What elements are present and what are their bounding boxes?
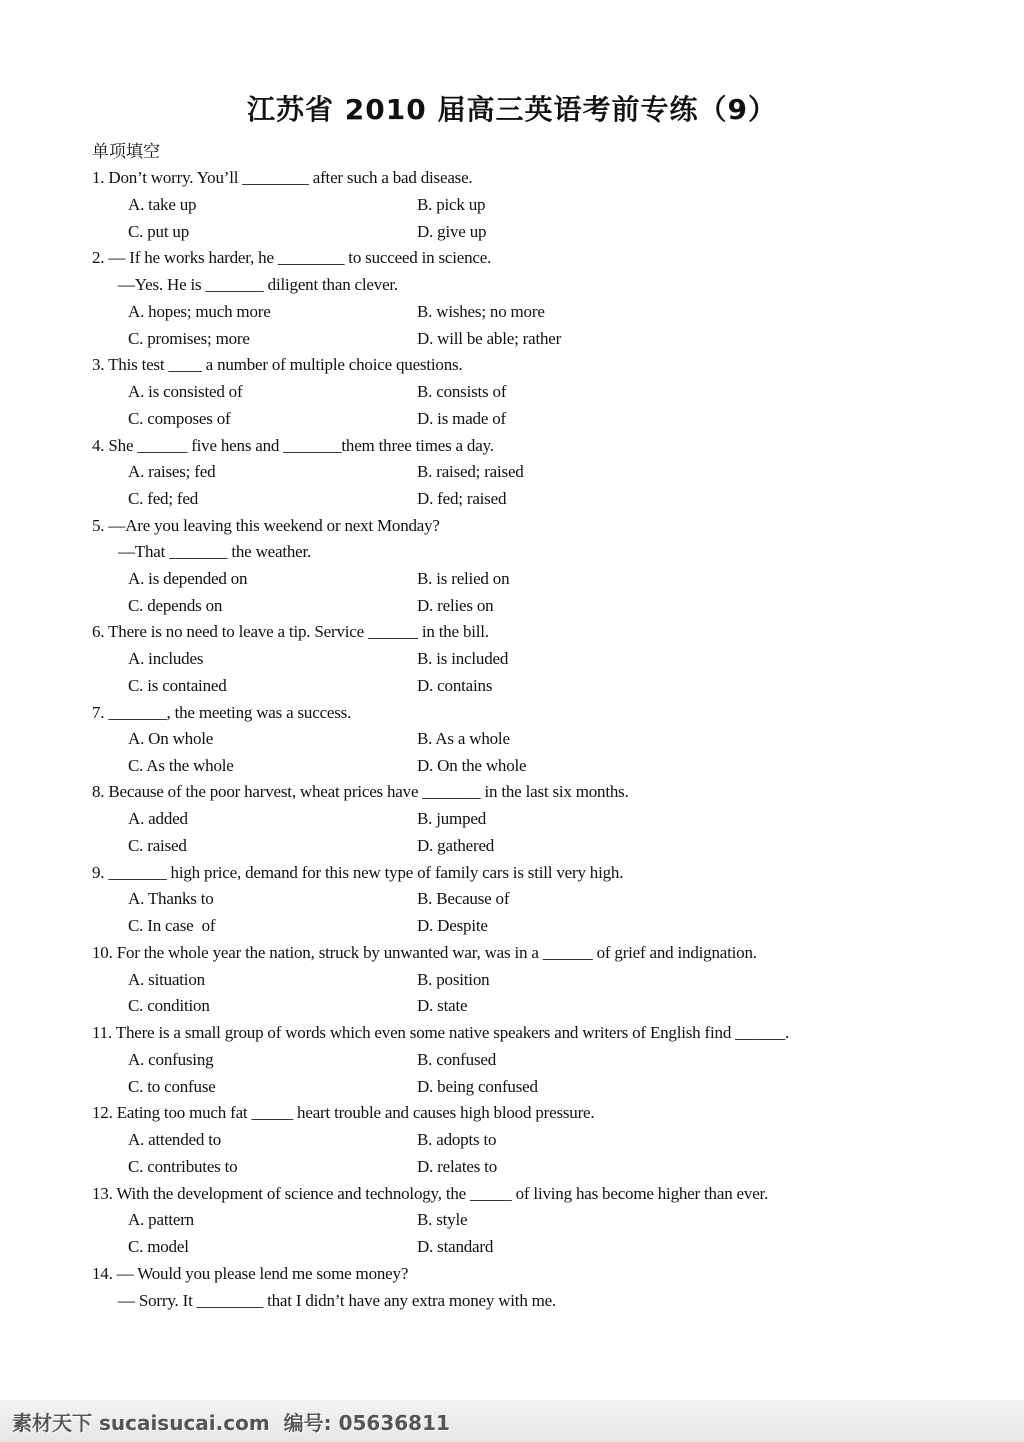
question-8-option-a: A. added	[128, 809, 188, 828]
question-3-option-d: D. is made of	[417, 409, 506, 428]
question-13-option-d: D. standard	[417, 1237, 494, 1256]
question-4-stem: 4. She ______ five hens and _______them three times a day.	[92, 436, 494, 455]
question-6-option-a: A. includes	[128, 649, 204, 668]
section-heading: 单项填空	[92, 142, 160, 162]
question-12-stem: 12. Eating too much fat _____ heart trouble and causes high blood pressure.	[92, 1103, 595, 1122]
question-5-option-c: C. depends on	[128, 596, 223, 615]
question-7-option-b: B. As a whole	[417, 729, 510, 748]
question-4-option-a: A. raises; fed	[128, 462, 216, 481]
question-2-option-b: B. wishes; no more	[417, 302, 545, 321]
question-12-option-a: A. attended to	[128, 1130, 222, 1149]
question-7-option-d: D. On the whole	[417, 756, 527, 775]
question-11-option-a: A. confusing	[128, 1050, 214, 1069]
question-12-option-b: B. adopts to	[417, 1130, 497, 1149]
question-1-stem: 1. Don’t worry. You’ll ________ after such a bad disease.	[92, 168, 473, 187]
question-2-stem: 2. — If he works harder, he ________ to succeed in science.	[92, 248, 492, 267]
question-3-option-c: C. composes of	[128, 409, 231, 428]
question-12-option-c: C. contributes to	[128, 1157, 238, 1176]
question-5-option-b: B. is relied on	[417, 569, 510, 588]
question-11-option-d: D. being confused	[417, 1077, 538, 1096]
question-8-option-c: C. raised	[128, 836, 187, 855]
question-2-option-c: C. promises; more	[128, 329, 250, 348]
question-3-stem: 3. This test ____ a number of multiple choice questions.	[92, 355, 463, 374]
question-5-option-d: D. relies on	[417, 596, 494, 615]
question-6-option-b: B. is included	[417, 649, 509, 668]
question-9-option-c: C. In case of	[128, 916, 216, 935]
question-4-option-c: C. fed; fed	[128, 489, 199, 508]
question-6-stem: 6. There is no need to leave a tip. Service ______ in the bill.	[92, 622, 489, 641]
question-8-stem: 8. Because of the poor harvest, wheat prices have _______ in the last six months.	[92, 782, 629, 801]
question-5-reply: —That _______ the weather.	[118, 542, 312, 561]
question-10-option-d: D. state	[417, 996, 468, 1015]
question-9-stem: 9. _______ high price, demand for this new type of family cars is still very high.	[92, 863, 624, 882]
question-6-option-d: D. contains	[417, 676, 493, 695]
question-13-stem: 13. With the development of science and technology, the _____ of living has become higher than ever.	[92, 1184, 769, 1203]
watermark-text: 素材天下 sucaisucai.com 编号: 05636811	[12, 1411, 450, 1435]
question-1-option-c: C. put up	[128, 222, 190, 241]
question-2-reply: —Yes. He is _______ diligent than clever.	[118, 275, 398, 294]
question-11-stem: 11. There is a small group of words which even some native speakers and writers of English find ______.	[92, 1023, 790, 1042]
question-10-option-c: C. condition	[128, 996, 210, 1015]
question-4-option-b: B. raised; raised	[417, 462, 524, 481]
question-10-option-a: A. situation	[128, 970, 205, 989]
question-6-option-c: C. is contained	[128, 676, 227, 695]
question-8-option-d: D. gathered	[417, 836, 495, 855]
question-4-option-d: D. fed; raised	[417, 489, 507, 508]
question-7-option-c: C. As the whole	[128, 756, 234, 775]
question-14-reply: — Sorry. It ________ that I didn’t have any extra money with me.	[118, 1291, 557, 1310]
question-14-stem: 14. — Would you please lend me some money?	[92, 1264, 409, 1283]
question-3-option-b: B. consists of	[417, 382, 507, 401]
question-1-option-a: A. take up	[128, 195, 197, 214]
question-7-option-a: A. On whole	[128, 729, 214, 748]
question-10-stem: 10. For the whole year the nation, struck by unwanted war, was in a ______ of grief and indignation.	[92, 943, 757, 962]
question-5-stem: 5. —Are you leaving this weekend or next Monday?	[92, 516, 440, 535]
question-11-option-c: C. to confuse	[128, 1077, 216, 1096]
question-8-option-b: B. jumped	[417, 809, 487, 828]
question-5-option-a: A. is depended on	[128, 569, 248, 588]
question-10-option-b: B. position	[417, 970, 490, 989]
question-9-option-d: D. Despite	[417, 916, 488, 935]
question-13-option-b: B. style	[417, 1210, 468, 1229]
question-11-option-b: B. confused	[417, 1050, 497, 1069]
question-1-option-b: B. pick up	[417, 195, 486, 214]
question-9-option-a: A. Thanks to	[128, 889, 214, 908]
question-12-option-d: D. relates to	[417, 1157, 498, 1176]
page-title: 江苏省 2010 届高三英语考前专练（9）	[247, 93, 777, 126]
question-13-option-a: A. pattern	[128, 1210, 194, 1229]
question-3-option-a: A. is consisted of	[128, 382, 243, 401]
question-1-option-d: D. give up	[417, 222, 487, 241]
question-9-option-b: B. Because of	[417, 889, 510, 908]
question-2-option-a: A. hopes; much more	[128, 302, 271, 321]
question-2-option-d: D. will be able; rather	[417, 329, 562, 348]
question-13-option-c: C. model	[128, 1237, 189, 1256]
question-7-stem: 7. _______, the meeting was a success.	[92, 703, 352, 722]
